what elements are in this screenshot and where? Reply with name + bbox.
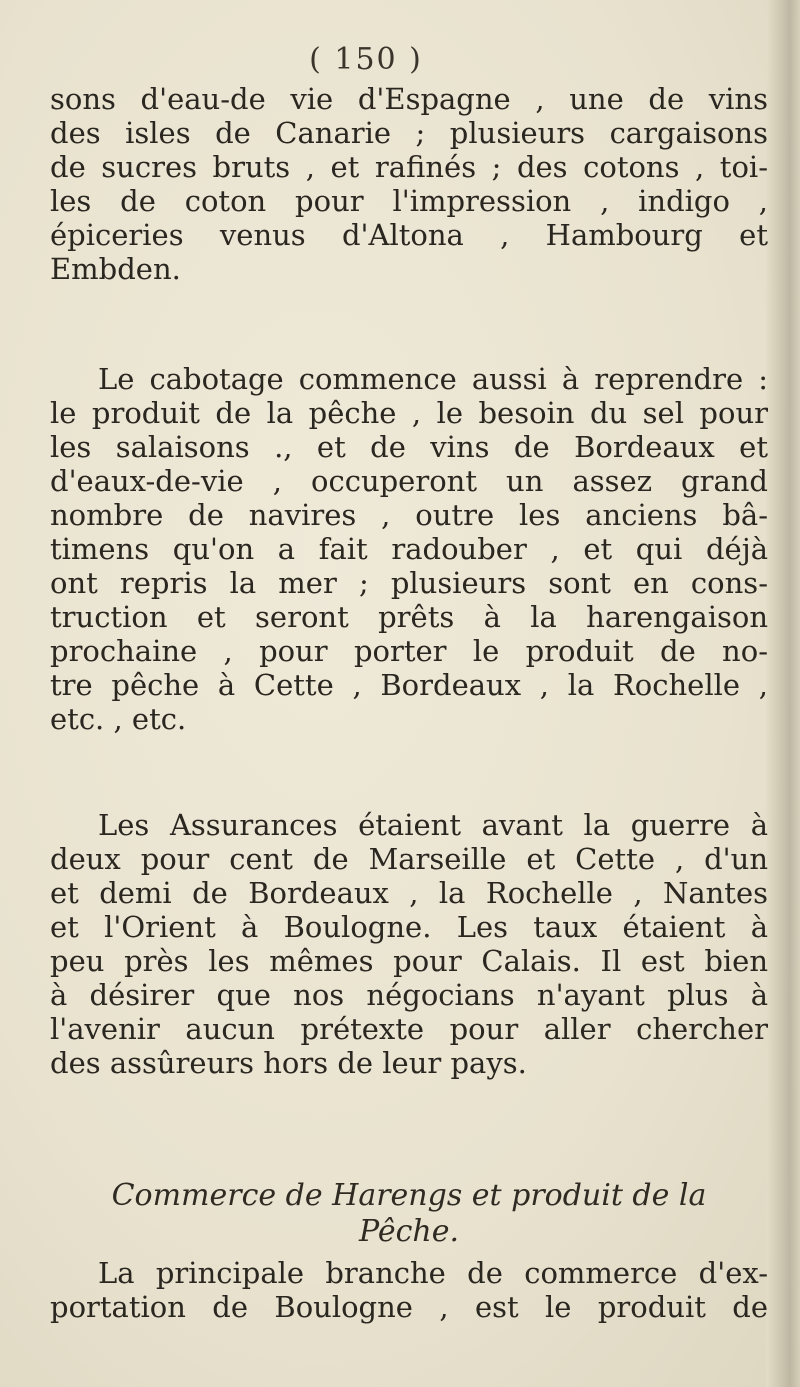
text-line: tre pêche à Cette , Bordeaux , la Rochelle , (50, 668, 768, 702)
text-line: Embden. (50, 252, 181, 286)
text-line: deux pour cent de Marseille et Cette , d'un (50, 842, 768, 876)
text-line: Le cabotage commence aussi à reprendre : (98, 362, 768, 396)
text-line: prochaine , pour porter le produit de no- (50, 634, 768, 668)
section-heading-line: Commerce de Harengs et produit de la (111, 1178, 707, 1213)
text-line: les salaisons ., et de vins de Bordeaux et (50, 430, 768, 464)
text-line: épiceries venus d'Altona , Hambourg et (50, 218, 768, 252)
text-line: truction et seront prêts à la harengaison (50, 600, 768, 634)
text-line: des assûreurs hors de leur pays. (50, 1046, 527, 1080)
paragraph-1 (50, 82, 768, 286)
text-line: ont repris la mer ; plusieurs sont en cons- (50, 566, 768, 600)
text-line: le produit de la pêche , le besoin du sel pour (50, 396, 768, 430)
text-line: d'eaux-de-vie , occuperont un assez grand (50, 464, 768, 498)
text-line: à désirer que nos négocians n'ayant plus à (50, 978, 768, 1012)
paragraph-3 (50, 808, 768, 1080)
text-line: des isles de Canarie ; plusieurs cargaisons (50, 116, 768, 150)
text-line: etc. , etc. (50, 702, 187, 736)
text-line: de sucres bruts , et rafinés ; des cotons , toi- (50, 150, 768, 184)
text-line: l'avenir aucun prétexte pour aller chercher (50, 1012, 768, 1046)
text-line: timens qu'on a fait radouber , et qui déjà (50, 532, 768, 566)
text-line: portation de Boulogne , est le produit de (50, 1290, 768, 1324)
page-number: ( 150 ) (309, 42, 423, 77)
text-line: et demi de Bordeaux , la Rochelle , Nantes (50, 876, 768, 910)
text-line: peu près les mêmes pour Calais. Il est bien (50, 944, 768, 978)
page-gutter (766, 0, 800, 1387)
section-heading (50, 1178, 768, 1250)
text-line: sons d'eau-de vie d'Espagne , une de vins (50, 82, 768, 116)
text-line: La principale branche de commerce d'ex- (98, 1256, 768, 1290)
paragraph-2 (50, 362, 768, 736)
text-line: et l'Orient à Boulogne. Les taux étaient à (50, 910, 768, 944)
text-line: les de coton pour l'impression , indigo , (50, 184, 768, 218)
paragraph-4 (50, 1256, 768, 1324)
text-line: nombre de navires , outre les anciens bâ- (50, 498, 768, 532)
text-line: Les Assurances étaient avant la guerre à (98, 808, 768, 842)
section-heading-line: Pêche. (358, 1214, 459, 1249)
